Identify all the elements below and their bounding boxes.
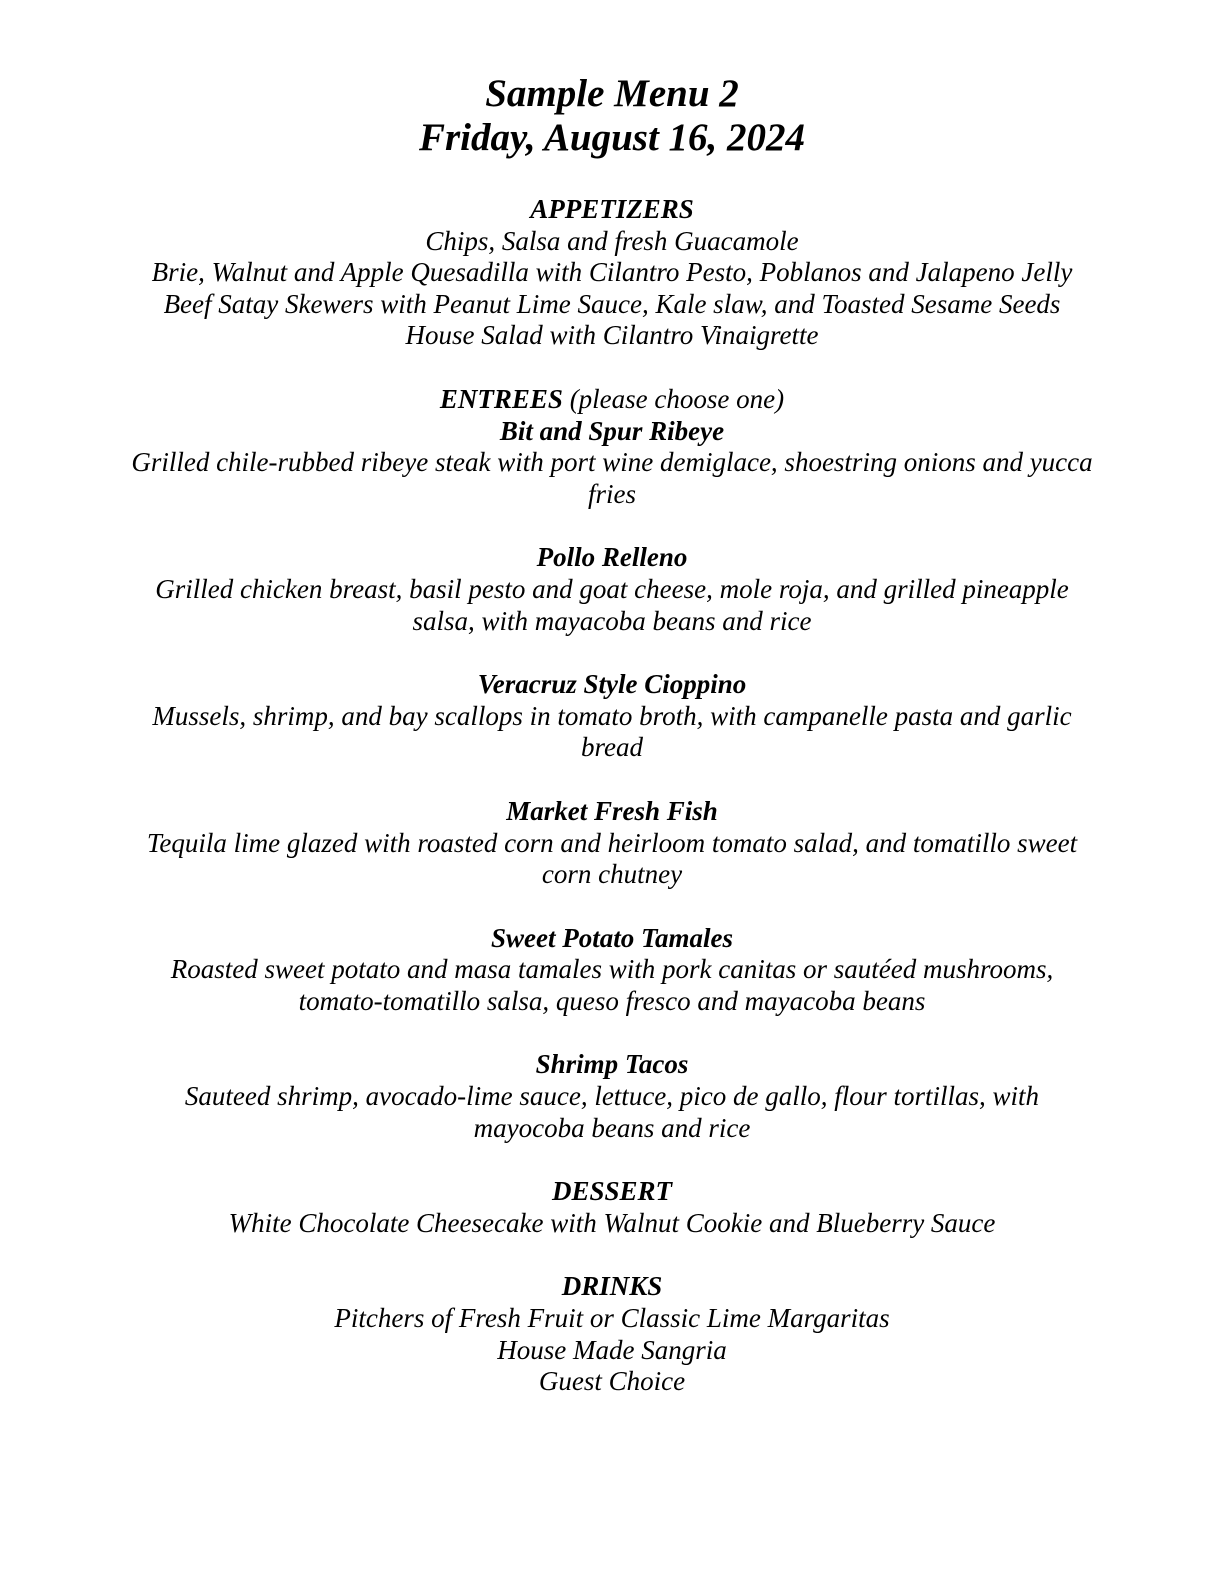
- dessert-heading: DESSERT: [551, 1176, 673, 1207]
- entree-description: Mussels, shrimp, and bay scallops in tomato broth, with campanelle pasta and garlic bread: [152, 700, 1072, 763]
- entree-description: Roasted sweet potato and masa tamales with pork canitas or sautéed mushrooms, tomato-tomatillo salsa, queso fresco and mayacoba beans: [170, 954, 1054, 1016]
- entrees-section: [112, 384, 1112, 1144]
- entree-name: Sweet Potato Tamales: [491, 922, 733, 953]
- entree-name: Veracruz Style Cioppino: [477, 669, 747, 700]
- appetizer-item: House Salad with Cilantro Vinaigrette: [405, 320, 819, 351]
- entree-description: Tequila lime glazed with roasted corn and heirloom tomato salad, and tomatillo sweet corn chutney: [146, 827, 1078, 890]
- entree-item: [112, 416, 1112, 511]
- drink-item: Pitchers of Fresh Fruit or Classic Lime Margaritas: [334, 1303, 890, 1334]
- appetizer-item: Chips, Salsa and fresh Guacamole: [425, 225, 799, 256]
- entree-item: [112, 796, 1112, 891]
- menu-date: Friday, August 16, 2024: [418, 116, 806, 159]
- drink-item: House Made Sangria: [497, 1334, 727, 1365]
- appetizer-item: Brie, Walnut and Apple Quesadilla with Cilantro Pesto, Poblanos and Jalapeno Jelly: [151, 257, 1073, 288]
- entrees-heading-label: ENTREES: [439, 383, 563, 414]
- dessert-section: [112, 1176, 1112, 1239]
- entree-item: [112, 1049, 1112, 1144]
- entree-name: Pollo Relleno: [536, 542, 688, 573]
- drinks-section: [112, 1271, 1112, 1397]
- entrees-heading: [112, 384, 1112, 416]
- appetizers-section: [112, 194, 1112, 352]
- entree-name: Bit and Spur Ribeye: [499, 415, 725, 446]
- entree-item: [112, 542, 1112, 637]
- entree-item: [112, 923, 1112, 1018]
- entree-name: Market Fresh Fish: [506, 795, 718, 826]
- drink-item: Guest Choice: [538, 1366, 686, 1397]
- entree-description: Grilled chile-rubbed ribeye steak with port wine demiglace, shoestring onions and yucca fries: [131, 447, 1093, 509]
- menu-content: [112, 72, 1112, 1398]
- entrees-note: (please choose one): [562, 383, 785, 414]
- entree-name: Shrimp Tacos: [535, 1049, 689, 1080]
- appetizer-item: Beef Satay Skewers with Peanut Lime Sauce, Kale slaw, and Toasted Sesame Seeds: [163, 288, 1061, 319]
- menu-title: Sample Menu 2: [485, 72, 739, 115]
- entree-description: Grilled chicken breast, basil pesto and goat cheese, mole roja, and grilled pineapple salsa, with mayacoba beans and rice: [155, 573, 1069, 636]
- dessert-item: White Chocolate Cheesecake with Walnut Cookie and Blueberry Sauce: [228, 1207, 996, 1238]
- entree-description: Sauteed shrimp, avocado-lime sauce, lettuce, pico de gallo, flour tortillas, with mayocoba beans and rice: [184, 1081, 1040, 1143]
- drinks-heading: DRINKS: [561, 1271, 663, 1302]
- entree-item: [112, 669, 1112, 764]
- appetizers-heading: APPETIZERS: [530, 194, 694, 224]
